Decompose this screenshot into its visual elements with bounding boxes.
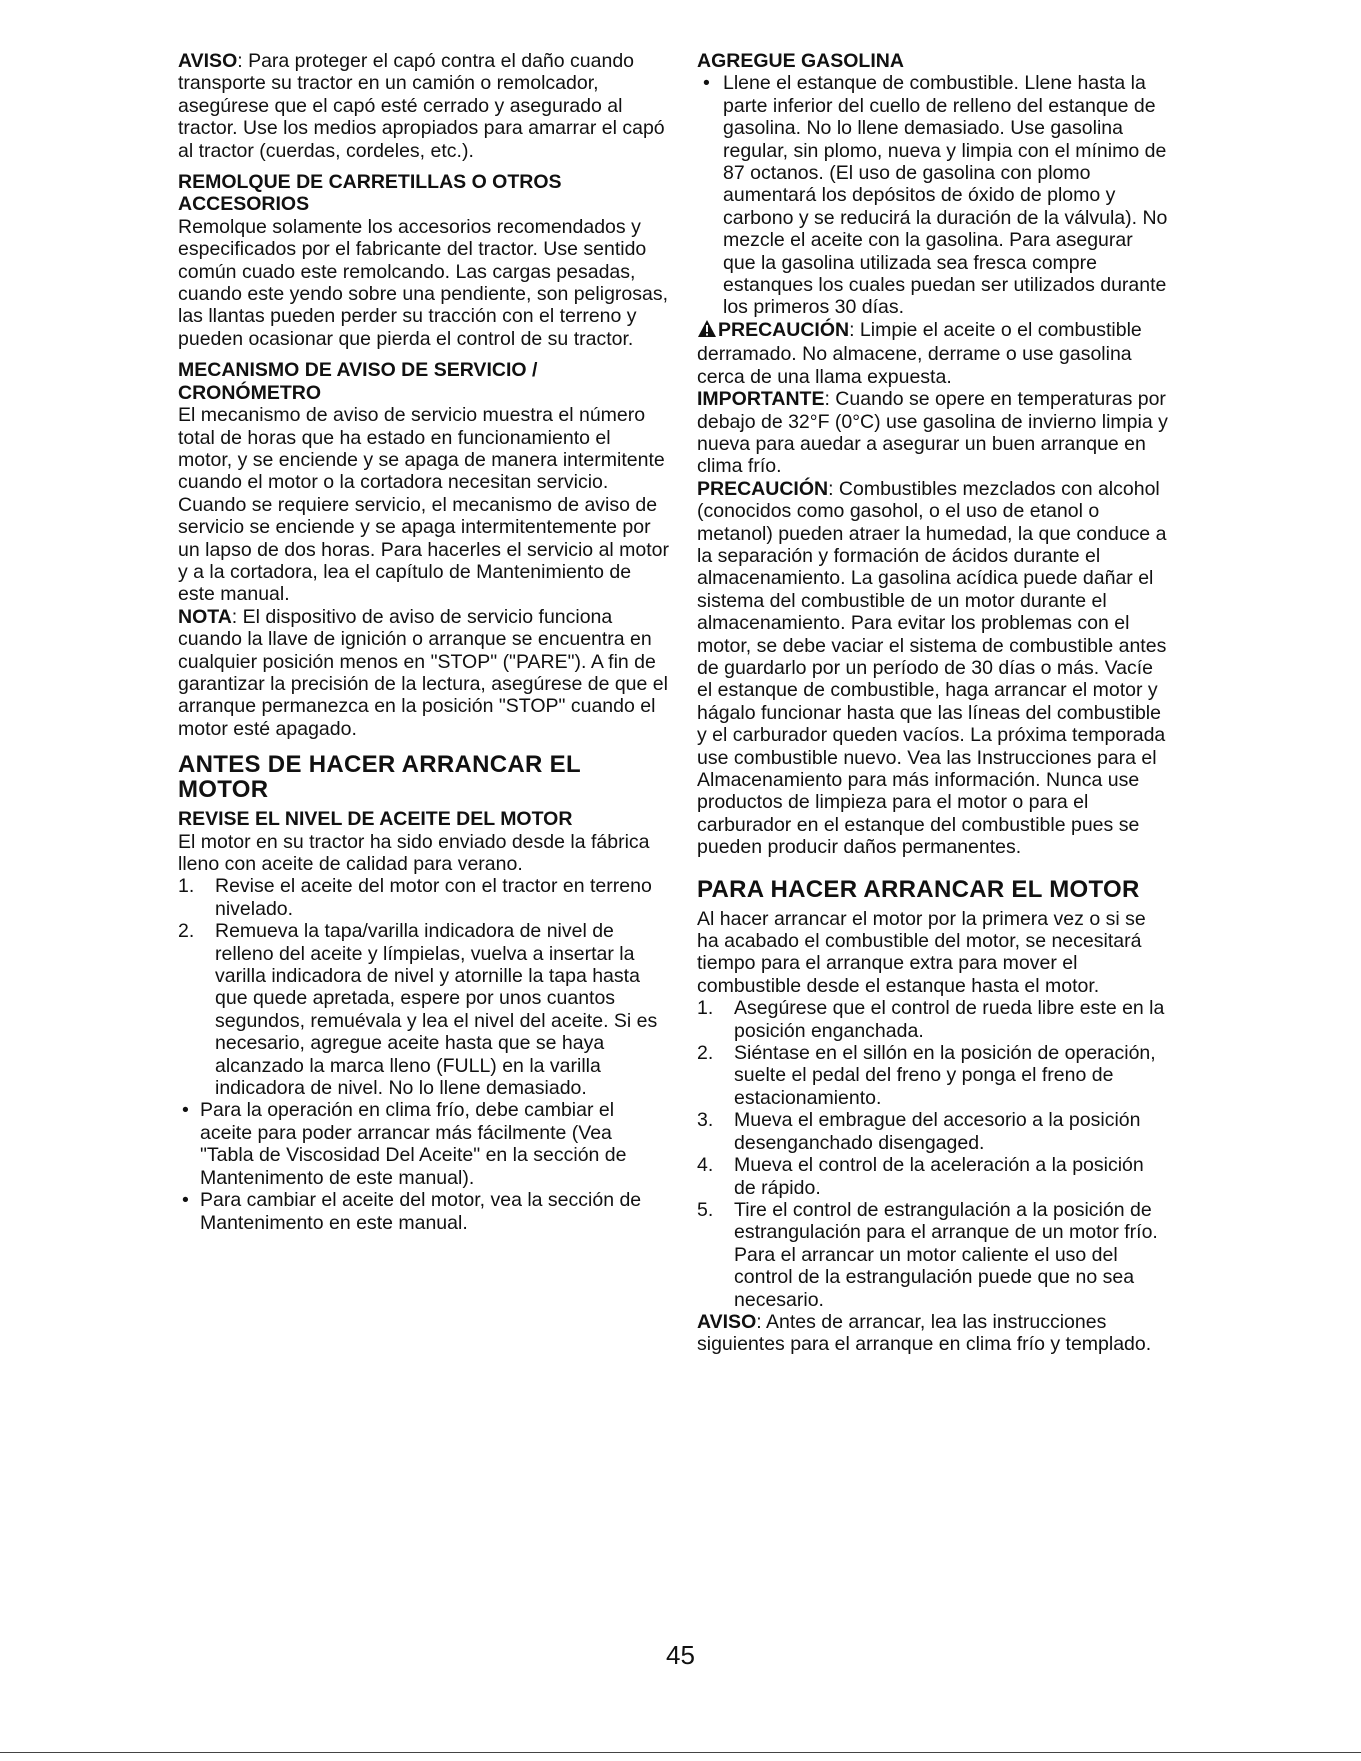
remolque-heading: REMOLQUE DE CARRETILLAS O OTROS ACCESORIOS	[178, 171, 562, 216]
step-text: Mueva el control de la aceleración a la posición de rápido.	[734, 1154, 1144, 1199]
precaucion2-label: PRECAUCIÓN	[697, 477, 829, 500]
bullet-text: Llene el estanque de combustible. Llene hasta la parte inferior del cuello de relleno del estanque de gasolina. No lo llene demasiado. Use gasolina regular, sin plomo, nueva y limpia con el mínimo de 87 octanos. (El uso de gasolina con plomo aumentará los depósitos de óxido de plomo y carbono y se reducirá la duración de la válvula). No mezcle el aceite con la gasolina. Para asegurar que la gasolina utilizada sea fresca compre estanques los cuales puedan ser utilizados durante los primeros 30 días.	[723, 72, 1168, 319]
step-text: Remueva la tapa/varilla indicadora de nivel de relleno del aceite y límpielas, vuelva a insertar la varilla indicadora de nivel y atornille la tapa hasta que quede apretada, espere por unos cuantos segundos, remuévala y lea el nivel del aceite. Si es necesario, agregue aceite hasta que se haya alcanzado la marca lleno (FULL) en la varilla indicadora de nivel. No lo llene demasiado.	[215, 920, 658, 1100]
list-item	[178, 1189, 670, 1234]
precaucion-label: PRECAUCIÓN	[718, 318, 850, 341]
nota-paragraph	[178, 606, 670, 740]
revise-steps	[178, 875, 670, 1099]
mecanismo-text: El mecanismo de aviso de servicio muestra el número total de horas que ha estado en funcionamiento el motor, y se enciende y se apaga de manera intermitente cuando el motor o la cortadora necesitan servicio. Cuando se requiere servicio, el mecanismo de aviso de servicio se enciende y se apaga intermitentemente por un lapso de dos horas. Para hacerles el servicio al motor y a la cortadora, lea el capítulo de Mantenimiento de este manual.	[178, 404, 670, 606]
nota-label: NOTA	[178, 605, 232, 628]
list-item	[697, 1199, 1169, 1311]
aviso-text: : Para proteger el capó contra el daño cuando transporte su tractor en un camión o remolcador, asegúrese que el capó esté cerrado y asegurado al tractor. Use los medios apropiados para amarrar el capó al tractor (cuerdas, cordeles, etc.).	[178, 50, 665, 162]
remolque-text: Remolque solamente los accesorios recomendados y especificados por el fabricante del tractor. Use sentido común cuado este remolcando. Las cargas pesadas, cuando este yendo sobre una pendiente, son peligrosas, las llantas pueden perder su tracción con el terreno y pueden ocasionar que pierda el control de su tractor.	[178, 215, 669, 350]
aviso2-paragraph	[697, 1311, 1169, 1356]
aviso2-text: : Antes de arrancar, lea las instrucciones siguientes para el arranque en clima frío y templado.	[697, 1310, 1152, 1356]
bottom-rule	[0, 1752, 1361, 1753]
step-text: Asegúrese que el control de rueda libre este en la posición enganchada.	[734, 997, 1165, 1042]
agregue-bullets	[697, 72, 1169, 318]
importante-paragraph	[697, 388, 1169, 478]
list-item	[697, 72, 1169, 318]
step-number: 4.	[697, 1154, 714, 1177]
left-column	[178, 50, 670, 1234]
list-item	[178, 1099, 670, 1189]
step-number: 5.	[697, 1198, 714, 1221]
revise-bullets	[178, 1099, 670, 1233]
step-text: Tire el control de estrangulación a la posición de estrangulación para el arranque de un motor frío. Para el arrancar un motor caliente el uso del control de la estrangulación puede que no sea necesario.	[734, 1198, 1158, 1311]
step-number: 2.	[178, 920, 195, 943]
para-heading: PARA HACER ARRANCAR EL MOTOR	[697, 875, 1140, 903]
bullet-text: Para cambiar el aceite del motor, vea la sección de Mantenimento en este manual.	[200, 1189, 642, 1234]
right-column	[697, 50, 1169, 1356]
agregue-heading: AGREGUE GASOLINA	[697, 50, 904, 72]
revise-subheading: REVISE EL NIVEL DE ACEITE DEL MOTOR	[178, 808, 573, 831]
step-text: Revise el aceite del motor con el tractor en terreno nivelado.	[215, 875, 652, 920]
revise-intro: El motor en su tractor ha sido enviado desde la fábrica lleno con aceite de calidad para verano.	[178, 830, 650, 875]
para-steps	[697, 997, 1169, 1311]
mecanismo-heading: MECANISMO DE AVISO DE SERVICIO / CRONÓMETRO	[178, 359, 538, 404]
list-item	[697, 1042, 1169, 1109]
page-number: 45	[666, 1640, 695, 1670]
step-number: 1.	[697, 997, 714, 1020]
list-item	[697, 997, 1169, 1042]
precaucion-text: : Limpie el aceite o el combustible derramado. No almacene, derrame o use gasolina cerca de una llama expuesta.	[697, 318, 1142, 388]
list-item	[697, 1109, 1169, 1154]
bullet-text: Para la operación en clima frío, debe cambiar el aceite para poder arrancar más fácilmente (Vea "Tabla de Viscosidad Del Aceite" en la sección de Mantenimento de este manual).	[200, 1099, 627, 1189]
precaucion2-text: : Combustibles mezclados con alcohol (conocidos como gasohol, o el uso de etanol o metanol) pueden atraer la humedad, la que conduce a la separación y formación de ácidos durante el almacenamiento. La gasolina acídica puede dañar el sistema del combustible de un motor durante el almacenamiento. Para evitar los problemas con el motor, se debe vaciar el sistema de combustible antes de guardarlo por un período de 30 días o más. Vacíe el estanque de combustible, haga arrancar el motor y hágalo funcionar hasta que las líneas del combustible y el carburador queden vacíos. La próxima temporada use combustible nuevo. Vea las Instrucciones para el Almacenamiento para más información. Nunca use productos de limpieza para el motor o para el carburador en el estanque del combustible pues se pueden producir daños permanentes.	[697, 477, 1167, 859]
bullet-icon: •	[703, 72, 710, 95]
step-text: Siéntase en el sillón en la posición de operación, suelte el pedal del freno y ponga el freno de estacionamiento.	[734, 1042, 1156, 1109]
antes-heading: ANTES DE HACER ARRANCAR EL MOTOR	[178, 751, 581, 804]
nota-text: : El dispositivo de aviso de servicio funciona cuando la llave de ignición o arranque se encuentra en cualquier posición menos en "STOP" ("PARE"). A fin de garantizar la precisión de la lectura, asegúrese de que el arranque permanezca en la posición "STOP" cuando el motor esté apagado.	[178, 605, 668, 740]
bullet-icon: •	[182, 1099, 189, 1122]
para-intro: Al hacer arrancar el motor por la primera vez o si se ha acabado el combustible del motor, se necesitará tiempo para el arranque extra para mover el combustible desde el estanque hasta el motor.	[697, 907, 1146, 997]
step-number: 1.	[178, 875, 195, 898]
precaucion-paragraph	[697, 319, 1169, 388]
warning-triangle-icon	[697, 319, 717, 343]
step-text: Mueva el embrague del accesorio a la posición desenganchado disengaged.	[734, 1109, 1141, 1154]
list-item	[697, 1154, 1169, 1199]
list-item	[178, 875, 670, 920]
bullet-icon: •	[182, 1189, 189, 1212]
aviso-label: AVISO	[178, 50, 238, 72]
step-number: 2.	[697, 1042, 714, 1065]
aviso-paragraph	[178, 50, 670, 162]
importante-label: IMPORTANTE	[697, 388, 825, 411]
precaucion2-paragraph	[697, 478, 1169, 859]
list-item	[178, 920, 670, 1099]
aviso2-label: AVISO	[697, 1310, 757, 1333]
step-number: 3.	[697, 1109, 714, 1132]
importante-text: : Cuando se opere en temperaturas por debajo de 32°F (0°C) use gasolina de invierno limpia y nueva para auedar a asegurar un buen arranque en clima frío.	[697, 388, 1168, 478]
